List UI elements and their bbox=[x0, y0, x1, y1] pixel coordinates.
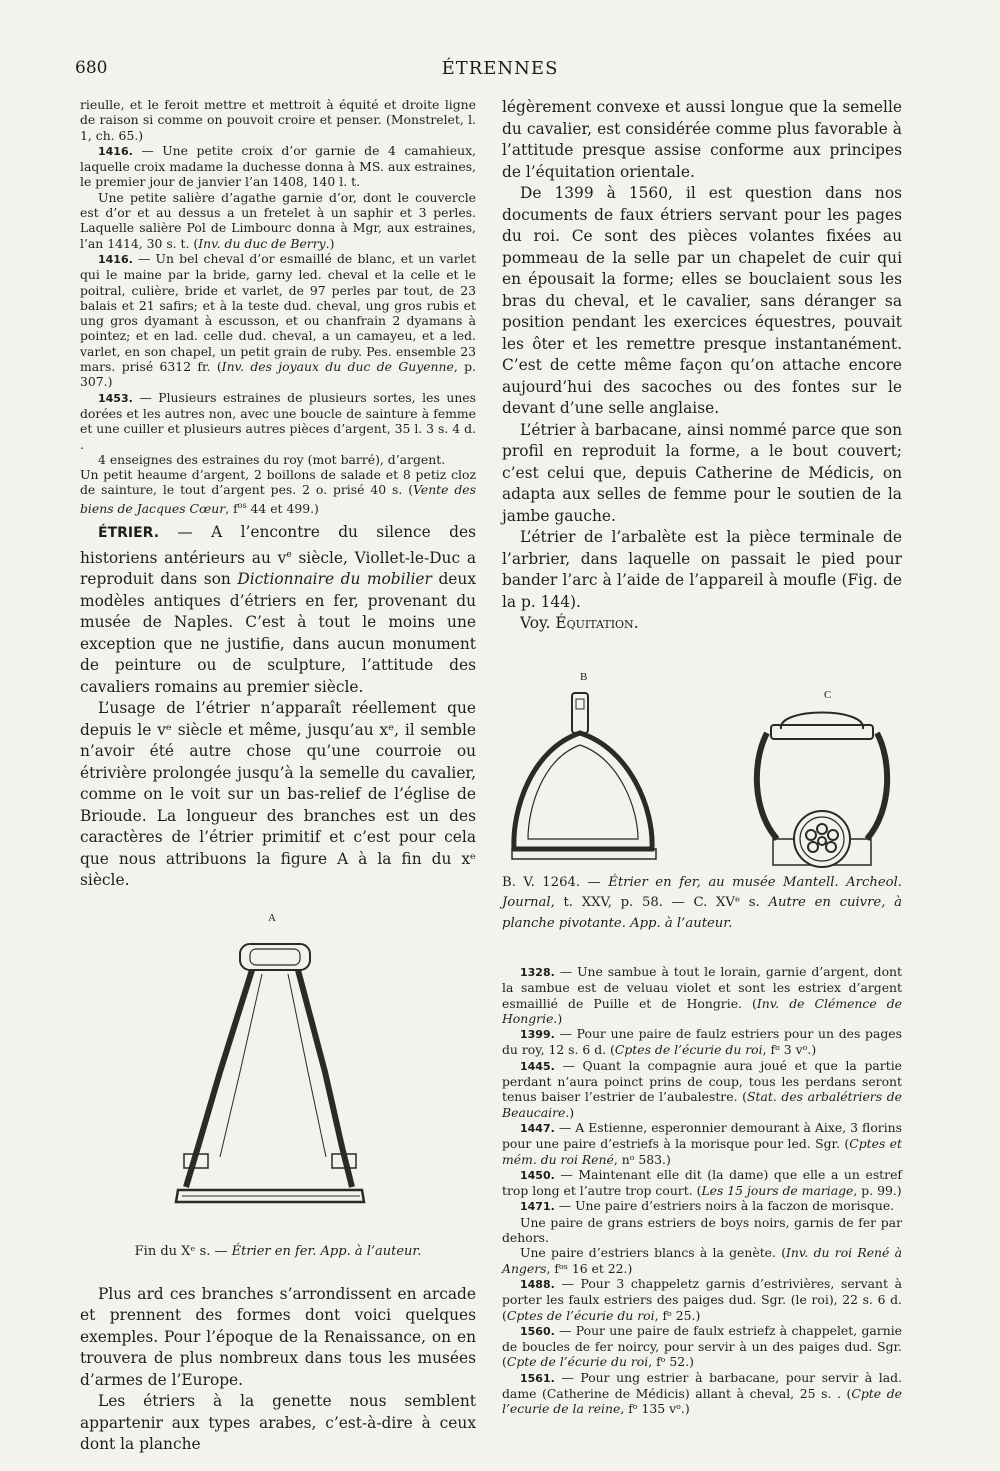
entry-1328 bbox=[502, 964, 902, 1026]
entry-1445 bbox=[502, 1058, 902, 1120]
caption-italic: Étrier en fer. App. à l’auteur. bbox=[231, 1243, 422, 1259]
entry-year: 1447. bbox=[520, 1121, 555, 1135]
entry-1447 bbox=[502, 1120, 902, 1167]
entry-text: , f bbox=[225, 500, 238, 516]
entry-text: , p. 99.) bbox=[853, 1183, 902, 1199]
figure-bc-caption bbox=[502, 873, 902, 935]
entry-text: Une petite salière d’agathe garnie d’or, dont le couvercle est d’or et au dessus a un fretelet à un saphir et 3 perles. Laquelle salière Pol de Limbourc donna à Mgr, aux estraines, l’an 1414, 30 s. t. ( bbox=[80, 189, 476, 251]
entry-text: — Maintenant elle dit (la dame) que elle a un estref trop long et l’autre trop court. ( bbox=[502, 1166, 902, 1199]
page-number: 680 bbox=[75, 58, 108, 78]
article-text: — A l’encontre du silence des historiens antérieurs au v bbox=[80, 523, 476, 567]
continued-entry: rieulle, et le feroit mettre et mettroit à équité et droite ligne de raison si comme on pouvoit croire et penser. (Monstrelet, l. 1, ch. 65.) bbox=[80, 97, 476, 143]
entry-year: 1399. bbox=[520, 1028, 555, 1042]
figure-label-c: C bbox=[824, 688, 832, 701]
entry-1561 bbox=[502, 1370, 902, 1417]
entry-text: — Pour ung estrier à barbacane, pour servir à lad. dame (Catherine de Médicis) allant à cheval, 25 s. . ( bbox=[502, 1369, 902, 1402]
book-title: Dictionnaire du mobilier bbox=[237, 570, 432, 589]
entry-source: Inv. des joyaux du duc de Guyenne bbox=[221, 359, 454, 375]
entry-text: , p. 307.) bbox=[80, 359, 476, 390]
etrier-article-p1 bbox=[80, 522, 476, 698]
entry-1453 bbox=[80, 390, 476, 452]
entry-1453-more1: 4 enseignes des estraines du roy (mot barré), d’argent. bbox=[98, 451, 446, 467]
entries-block bbox=[502, 964, 902, 1417]
entry-source: Inv. de Clémence de Hongrie. bbox=[502, 995, 902, 1026]
entry-year: 1471. bbox=[520, 1200, 555, 1214]
entry-text: — A Estienne, esperonnier demourant à Aixe, 3 florins pour une paire d’estriefs à la morisque pour led. Sgr. ( bbox=[502, 1119, 902, 1152]
entry-1399 bbox=[502, 1026, 902, 1058]
entry-1416-b bbox=[80, 251, 476, 390]
entry-1450 bbox=[502, 1167, 902, 1199]
caption-italic: Autre en cuivre, à planche pivotante. App. à l’auteur. bbox=[502, 895, 902, 931]
entry-year: 1416. bbox=[98, 144, 133, 158]
entry-text: — Pour une paire de faulx estriefz à chappelet, garnie de boucles de fer noircy, pour servir à un des paiges dud. Sgr. ( bbox=[502, 1322, 902, 1370]
stirrup-a-illustration bbox=[80, 932, 476, 1232]
article-p6: De 1399 à 1560, il est question dans nos documents de faux étriers servant pour les pages du roi. Ce sont des pièces volantes fixées au pommeau de la selle par un chapelet de cuir qui en épousait la forme; elles se bouclaient sous les bras du cheval, et le cavalier, sans déranger sa position pendant les exercices équestres, pouvait les ôter et les remettre presque instantanément. C’est de cette même façon qu’on attache encore aujourd’hui des sacoches ou des fontes sur le devant d’une selle anglaise. bbox=[502, 184, 902, 417]
entry-text: .) bbox=[325, 235, 335, 251]
caption-italic: Étrier en fer, au musée Mantell. Archeol. Journal bbox=[502, 874, 902, 910]
entry-source: Cpte de l’écurie du roi bbox=[506, 1354, 649, 1370]
entry-text: — Une petite croix d’or garnie de 4 camahieux, laquelle croix madame la duchesse donna à MS. aux estraines, le premier jour de janvier l’an 1408, 140 l. t. bbox=[80, 142, 476, 190]
see-also bbox=[502, 613, 902, 635]
article-p5: légèrement convexe et aussi longue que la semelle du cavalier, est considérée comme plus favorable à l’attitude presque assise conforme aux principes de l’équitation orientale. bbox=[502, 98, 902, 181]
entry-text: , nᵒ 583.) bbox=[613, 1151, 671, 1167]
etrier-article-p2: L’usage de l’étrier n’apparaît réellement que depuis le vᵉ siècle et même, jusqu’au xᵉ, il semble n’avoir été autre chose qu’une courroie ou étrivière prolongée jusqu’à la semelle du cavalier, comme on le voit sur un bas-relief de l’église de Brioude. La longueur des branches est un des caractères de l’étrier primitif et c’est pour cela que nous attribuons la figure A à la fin du xᵉ siècle. bbox=[80, 699, 476, 890]
entry-year: 1450. bbox=[520, 1168, 555, 1182]
entry-source: Cptes de l’écurie du roi bbox=[614, 1042, 763, 1058]
entry-text: ) bbox=[557, 1010, 563, 1026]
entry-source: Cpte de l’ecurie de la reine bbox=[502, 1386, 902, 1417]
entry-source: Cptes et mém. du roi René bbox=[502, 1136, 902, 1167]
entry-1560 bbox=[502, 1323, 902, 1370]
figure-label-a: A bbox=[268, 911, 276, 924]
caption-text: , t. XXV, p. 58. — C. XVᵉ s. bbox=[550, 895, 769, 910]
entry-year: 1328. bbox=[520, 966, 555, 979]
entry-1471-more2 bbox=[502, 1245, 902, 1276]
entry-year: 1561. bbox=[520, 1371, 555, 1385]
article-p7: L’étrier à barbacane, ainsi nommé parce que son profil en reproduit la forme, a le bout couvert; c’est celui que, depuis Catherine de Médicis, on adapta aux selles de femme pour le soutien de la jambe gauche. bbox=[502, 420, 902, 525]
article-p8: L’étrier de l’arbalète est la pièce terminale de l’arbrier, dans laquelle on passait le pied pour bander l’arc à l’aide de l’appareil à moufle (Fig. de la p. 144). bbox=[502, 528, 902, 611]
entry-1471 bbox=[502, 1198, 902, 1214]
left-column bbox=[80, 97, 476, 1456]
stirrup-b-illustration bbox=[502, 689, 682, 869]
entry-year: 1445. bbox=[520, 1059, 555, 1073]
entry-source: Inv. du roi René à Angers bbox=[502, 1245, 902, 1276]
entry-year: 1488. bbox=[520, 1277, 555, 1291]
entry-text: 44 et 499.) bbox=[246, 500, 319, 516]
entry-text: , fᵒ 25.) bbox=[654, 1307, 701, 1323]
entry-1453-more2 bbox=[80, 467, 476, 516]
entry-1488 bbox=[502, 1276, 902, 1323]
entry-year: 1453. bbox=[98, 391, 133, 405]
running-title: ÉTRENNES bbox=[441, 58, 559, 79]
article-text: deux modèles antiques d’étriers en fer, provenant du musée de Naples. C’est à tout le moins une exception que ne justifie, dans aucun monument de peinture ou de sculpture, l’attitude des cavaliers romains au premier siècle. bbox=[80, 570, 477, 696]
entry-text: — Quant la compagnie aura joué et que la partie perdant n’aura poinct prins de coup, tous les perdans seront tenus baiser l’estrier de l’aubalestre. ( bbox=[502, 1057, 902, 1105]
entry-text: — Pour 3 chappeletz garnis d’estrivières, servant à porter les faulx estriers des paiges dud. Sgr. (le roi), 22 s. 6 d. ( bbox=[502, 1275, 902, 1323]
see-also-text: Voy. bbox=[520, 614, 556, 632]
page-header bbox=[0, 58, 1000, 88]
entry-text: , fᵒ 3 vᵒ.) bbox=[762, 1042, 817, 1058]
entry-text: — Un bel cheval d’or esmaillé de blanc, et un varlet qui le maine par la bride, garny led. cheval et la celle et le poitral, culière, bride et varlet, de 97 perles par tout, de 23 balais et 21 safirs; et à la teste dud. cheval, ung gros rubis et ung gros dyamant à escusson, et ou chanfrain 2 dyamans à pointez; et en lad. celle dud. cheval, a un camayeu, et a led. varlet, en son chapel, un petit grain de ruby. Pes. ensemble 23 mars. prisé 6312 fr. ( bbox=[80, 250, 476, 375]
entry-text: Un petit heaume d’argent, 2 boillons de salade et 8 petiz cloz de sainture, le tout d’argent pes. 2 o. prisé 40 s. ( bbox=[80, 467, 476, 498]
see-also-text: . bbox=[633, 614, 639, 632]
superscript: os bbox=[237, 500, 247, 510]
entry-1416-a-more bbox=[80, 190, 476, 251]
see-also-link: Équitation bbox=[555, 614, 634, 632]
superscript: e bbox=[286, 549, 292, 560]
entry-text: — Pour une paire de faulz estriers pour un des pages du roy, 12 s. 6 d. ( bbox=[502, 1026, 902, 1058]
article-p4: Les étriers à la genette nous semblent appartenir aux types arabes, c’est-à-dire à ceux dont la planche bbox=[80, 1392, 476, 1454]
entry-text: , fᵒˢ 16 et 22.) bbox=[546, 1260, 633, 1276]
entry-1471-more1: Une paire de grans estriers de boys noirs, garnis de fer par dehors. bbox=[502, 1214, 902, 1246]
figure-label-b: B bbox=[580, 670, 588, 683]
entry-1416-a bbox=[80, 143, 476, 190]
entry-text: , fᵒ 52.) bbox=[648, 1354, 694, 1370]
entry-text: — Plusieurs estraines de plusieurs sortes, les unes dorées et les autres non, avec une boucle de sainture à femme et une cuiller et plusieurs autres pièces d’argent, 35 l. 3 s. 4 d. . bbox=[80, 389, 476, 452]
right-column bbox=[502, 97, 902, 1417]
stirrup-c-illustration bbox=[747, 689, 897, 879]
entry-year: 1416. bbox=[98, 252, 133, 266]
entry-year: 1560. bbox=[520, 1324, 555, 1338]
figure-a bbox=[80, 902, 476, 1242]
entry-text: , fᵒ 135 vᵒ.) bbox=[620, 1401, 690, 1417]
entry-source: Cptes de l’écurie du roi bbox=[506, 1307, 655, 1323]
caption-text: B. V. 1264. — bbox=[502, 874, 609, 890]
caption-text: Fin du Xᵉ s. — bbox=[134, 1243, 232, 1259]
article-p3: Plus ard ces branches s’arrondissent en arcade et prennent des formes dont voici quelques exemples. Pour l’époque de la Renaissance, on en trouvera de plus nombreux dans tous les musées d’armes de l’Europe. bbox=[80, 1284, 476, 1389]
article-text: siècle, Viollet-le-Duc a reproduit dans son bbox=[80, 548, 476, 589]
entry-text: ) bbox=[569, 1104, 575, 1120]
figure-bc bbox=[502, 649, 902, 869]
entry-source: Inv. du duc de Berry bbox=[198, 235, 326, 251]
entry-source: Les 15 jours de mariage bbox=[701, 1183, 854, 1199]
entry-source: Stat. des arbalétriers de Beaucaire. bbox=[502, 1089, 902, 1120]
entry-text: — Une sambue à tout le lorain, garnie d’argent, dont la sambue est de veluau violet et sont les estriex d’argent esmaillié de Puille et de Hongrie. ( bbox=[502, 964, 902, 1011]
entry-text: Une paire d’estriers blancs à la genète. ( bbox=[520, 1245, 787, 1261]
entry-text: — Une paire d’estriers noirs à la faczon de morisque. bbox=[554, 1198, 895, 1214]
entry-source: Vente des biens de Jacques Cœur bbox=[80, 482, 476, 516]
figure-a-caption bbox=[80, 1242, 476, 1262]
article-heading: ÉTRIER. bbox=[98, 525, 160, 542]
